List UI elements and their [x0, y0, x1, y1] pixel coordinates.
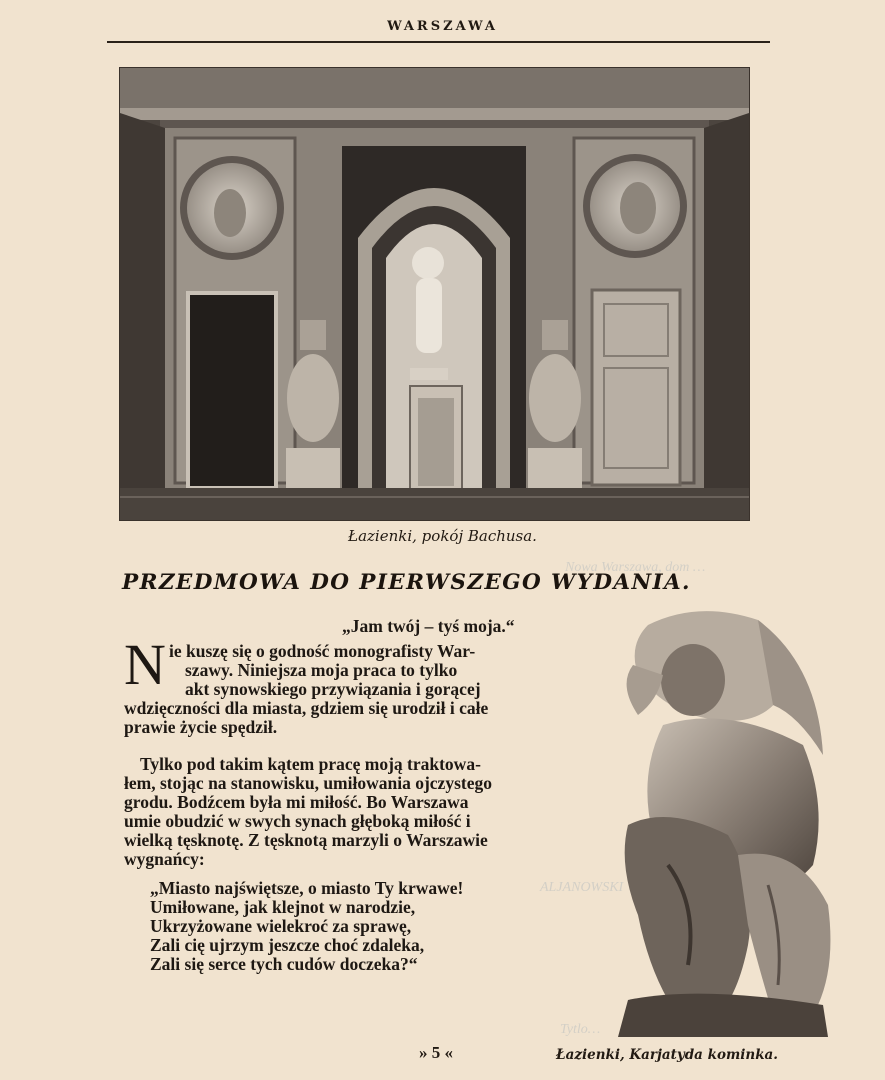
header-rule — [107, 41, 770, 43]
poem-line: Ukrzyżowane wielekroć za sprawę, — [150, 916, 412, 936]
paragraph2-line: wielką tęsknotę. Z tęsknotą marzyli o Warszawie — [124, 830, 488, 850]
paragraph2-line: wygnańcy: — [124, 849, 205, 869]
paragraph1-line: akt synowskiego przywiązania i gorącej — [185, 679, 481, 699]
paragraph1-line: wdzięczności dla miasta, gdziem się urodził i całe — [124, 698, 489, 718]
paragraph1-line: prawie życie spędził. — [124, 717, 278, 737]
show-through-decoration: Tytlo… — [560, 1022, 601, 1037]
paragraph1-line: ie kuszę się o godność monografisty War- — [169, 641, 476, 661]
show-through-decoration: Nowa Warszawa, dom … — [565, 560, 706, 575]
paragraph1-line: szawy. Niniejsza moja praca to tylko — [185, 660, 458, 680]
dropcap-letter: N — [124, 632, 166, 697]
paragraph2-line: łem, stojąc na stanowisku, umiłowania ojczystego — [124, 773, 492, 793]
show-through-decoration: ALJANOWSKI — [540, 880, 624, 895]
paragraph2-line: Tylko pod takim kątem pracę moją traktowa- — [140, 754, 481, 774]
photo-room-of-bacchus — [119, 67, 750, 521]
photo-caption-top: Łazienki, pokój Bachusa. — [348, 527, 537, 545]
photo-caption-right: Łazienki, Karjatyda kominka. — [556, 1047, 778, 1063]
room-illustration — [120, 68, 749, 520]
paragraph2-line: umie obudzić w swych synach głęboką miłość i — [124, 811, 471, 831]
poem-line: Zali się serce tych cudów doczeka?“ — [150, 954, 418, 974]
section-title: PRZEDMOWA DO PIERWSZEGO WYDANIA. — [122, 570, 691, 595]
poem-line: „Miasto najświętsze, o miasto Ty krwawe! — [150, 878, 464, 898]
page-number: » 5 « — [419, 1043, 453, 1062]
caryatid-illustration — [608, 605, 838, 1037]
paragraph2-line: grodu. Bodźcem była mi miłość. Bo Warszawa — [124, 792, 469, 812]
epigraph: „Jam twój – tyś moja.“ — [342, 616, 515, 636]
photo-caryatid-sculpture — [608, 605, 838, 1037]
running-head: WARSZAWA — [387, 19, 498, 34]
poem-line: Zali cię ujrzym jeszcze choć zdaleka, — [150, 935, 425, 955]
poem-line: Umiłowane, jak klejnot w narodzie, — [150, 897, 416, 917]
